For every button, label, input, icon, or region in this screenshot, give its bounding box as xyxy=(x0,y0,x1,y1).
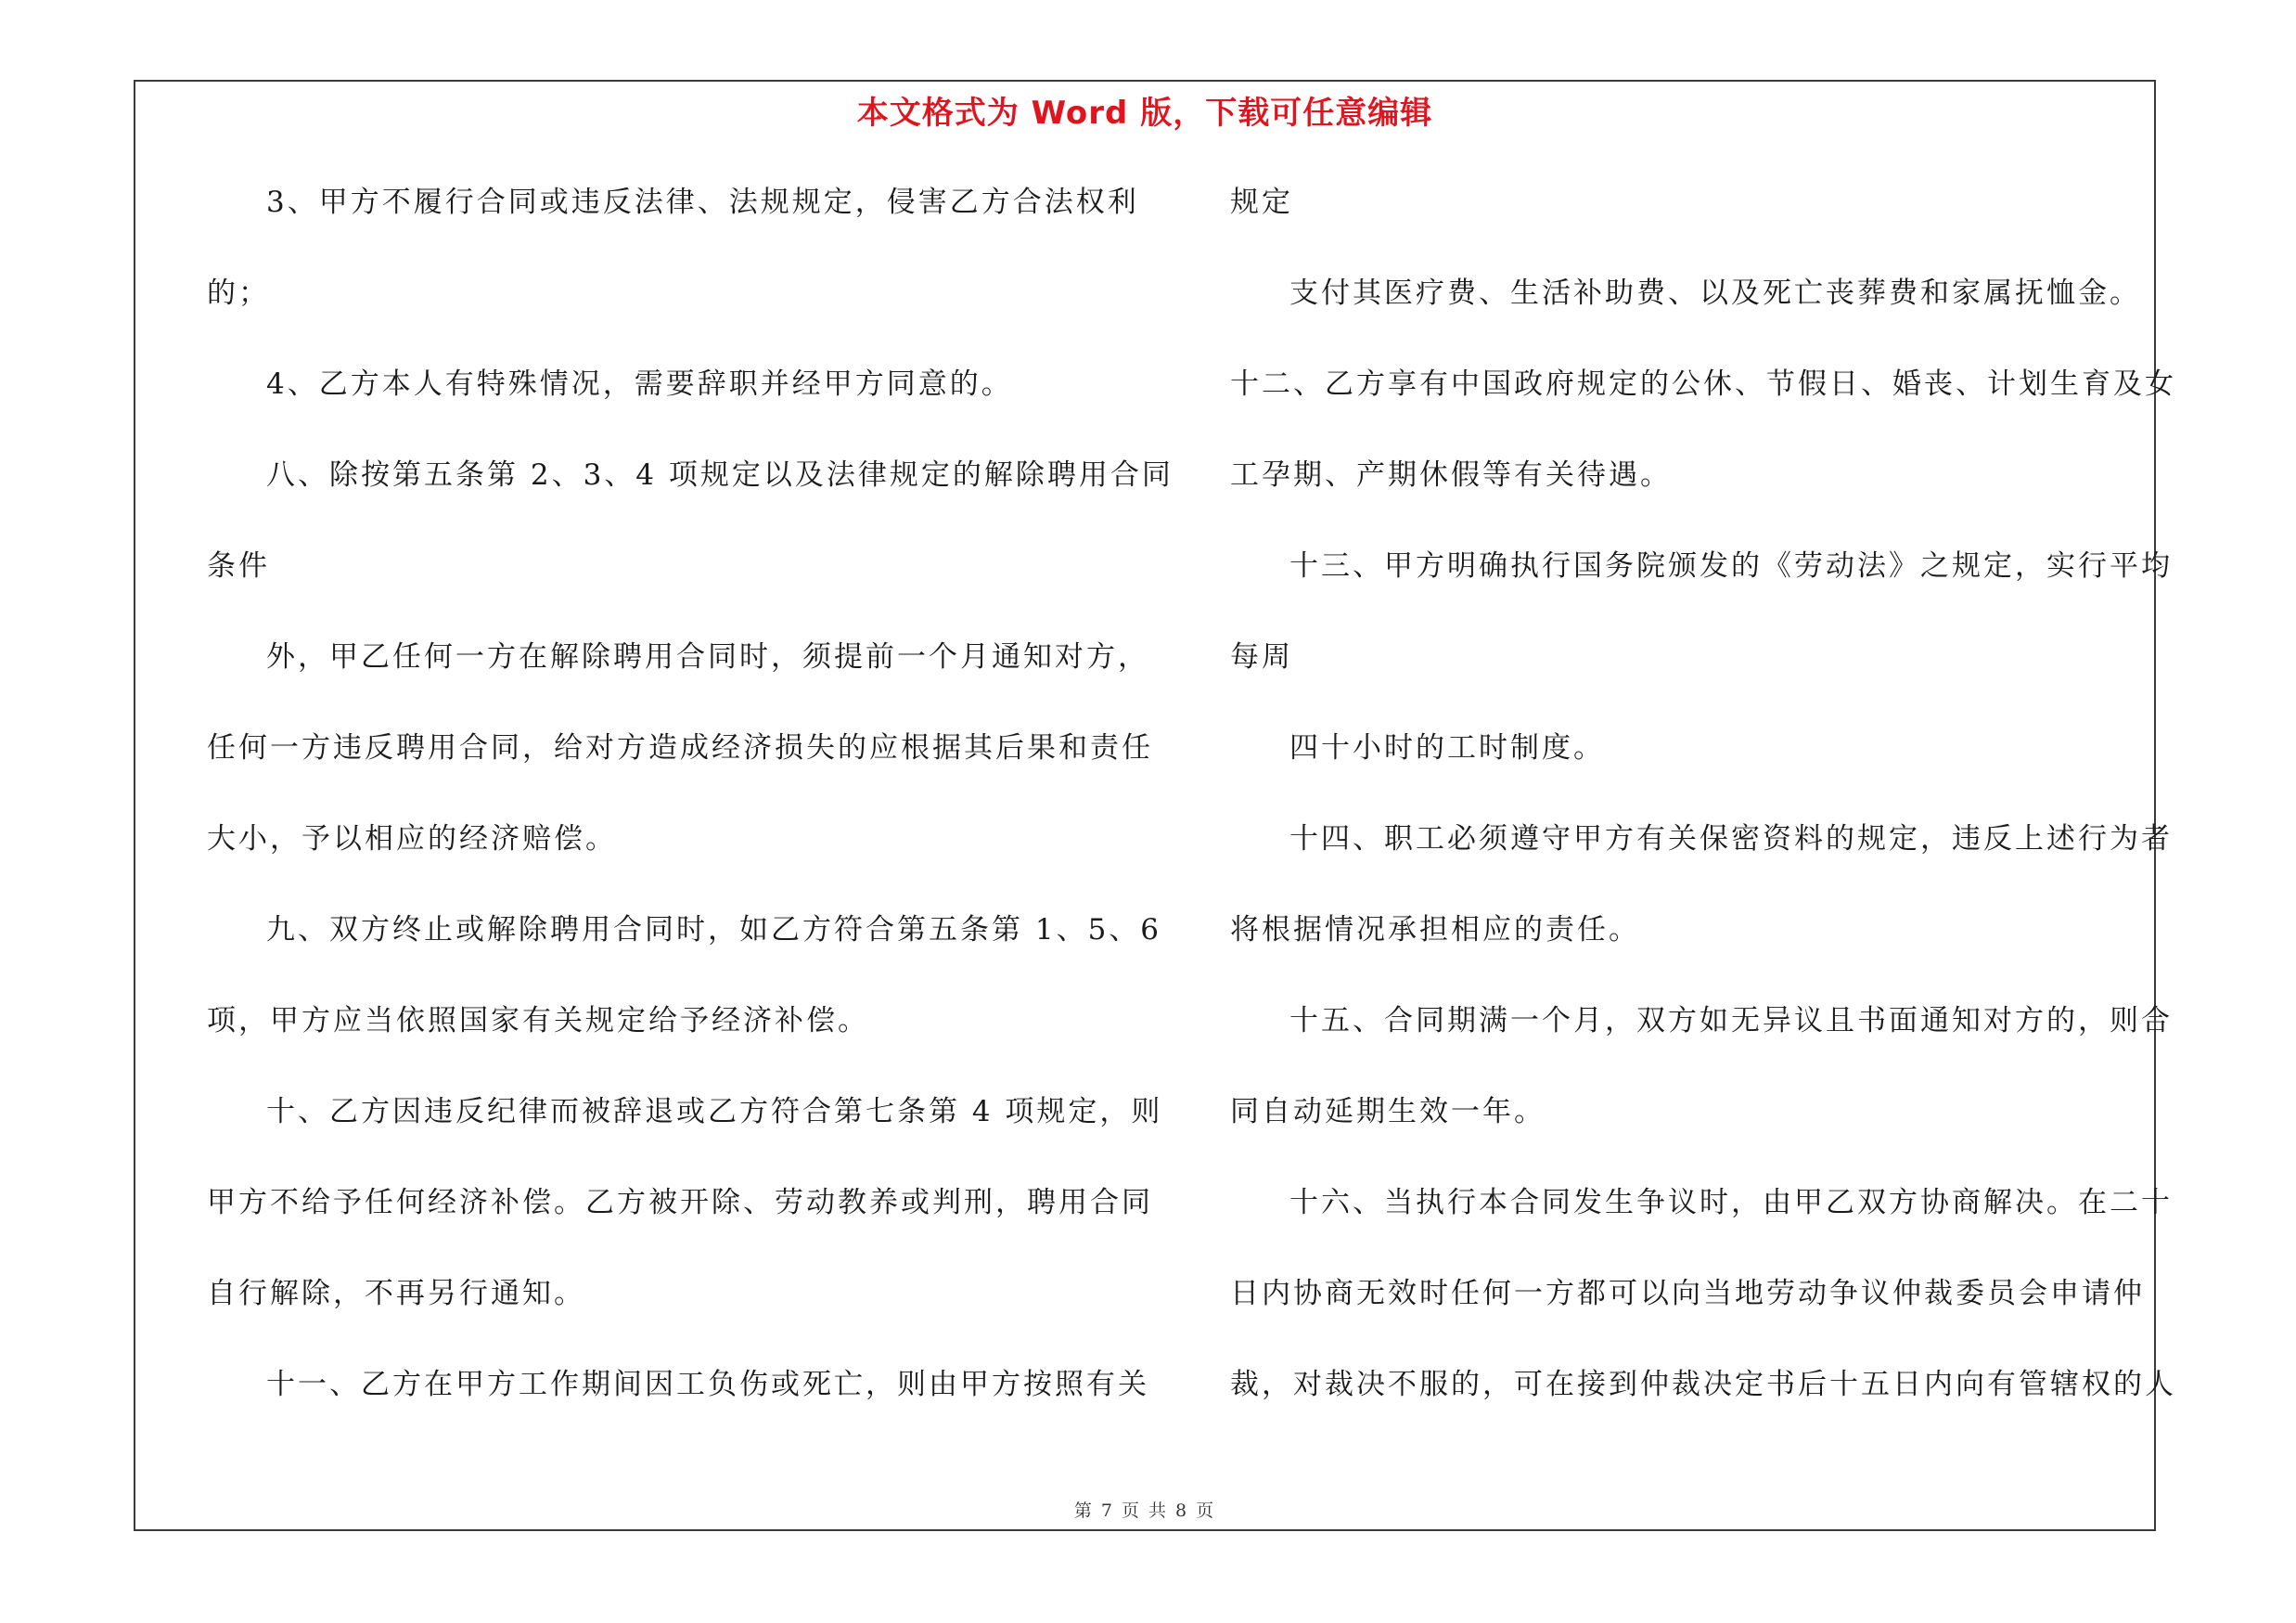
text-line: 裁，对裁决不服的，可在接到仲裁决定书后十五日内向有管辖权的人 xyxy=(1230,1368,2176,1401)
text-line: 支付其医疗费、生活补助费、以及死亡丧葬费和家属抚恤金。 xyxy=(1289,277,2141,310)
text-line: 自行解除，不再另行通知。 xyxy=(207,1277,585,1310)
text-line: 四十小时的工时制度。 xyxy=(1289,731,1605,765)
text-line: 每周 xyxy=(1230,640,1293,674)
text-line: 日内协商无效时任何一方都可以向当地劳动争议仲裁委员会申请仲 xyxy=(1230,1277,2145,1310)
text-line: 将根据情况承担相应的责任。 xyxy=(1230,913,1640,947)
text-line: 十六、当执行本合同发生争议时，由甲乙双方协商解决。在二十 xyxy=(1289,1186,2173,1219)
text-line: 十、乙方因违反纪律而被辞退或乙方符合第七条第 4 项规定，则 xyxy=(266,1095,1163,1128)
text-line: 4、乙方本人有特殊情况，需要辞职并经甲方同意的。 xyxy=(266,367,1013,401)
text-line: 工孕期、产期休假等有关待遇。 xyxy=(1230,458,1672,492)
text-line: 外，甲乙任何一方在解除聘用合同时，须提前一个月通知对方， xyxy=(266,640,1149,674)
text-line: 甲方不给予任何经济补偿。乙方被开除、劳动教养或判刑，聘用合同 xyxy=(207,1186,1153,1219)
text-line: 条件 xyxy=(207,549,270,583)
page-number: 第 7 页 共 8 页 xyxy=(1073,1501,1216,1521)
text-line: 十四、职工必须遵守甲方有关保密资料的规定，违反上述行为者 xyxy=(1289,822,2173,856)
text-line: 规定 xyxy=(1230,186,1293,219)
text-line: 大小，予以相应的经济赔偿。 xyxy=(207,822,617,856)
text-line: 八、除按第五条第 2、3、4 项规定以及法律规定的解除聘用合同 xyxy=(266,458,1174,492)
text-line: 十二、乙方享有中国政府规定的公休、节假日、婚丧、计划生育及女 xyxy=(1230,367,2176,401)
text-line: 项，甲方应当依照国家有关规定给予经济补偿。 xyxy=(207,1004,869,1037)
text-line: 3、甲方不履行合同或违反法律、法规规定，侵害乙方合法权利 xyxy=(266,186,1139,219)
text-line: 同自动延期生效一年。 xyxy=(1230,1095,1546,1128)
format-banner: 本文格式为 Word 版，下载可任意编辑 xyxy=(856,95,1433,132)
text-line: 十三、甲方明确执行国务院颁发的《劳动法》之规定，实行平均 xyxy=(1289,549,2173,583)
text-line: 十一、乙方在甲方工作期间因工负伤或死亡，则由甲方按照有关 xyxy=(266,1368,1149,1401)
text-line: 九、双方终止或解除聘用合同时，如乙方符合第五条第 1、5、6 xyxy=(266,913,1162,947)
text-line: 的； xyxy=(207,277,270,310)
text-line: 任何一方违反聘用合同，给对方造成经济损失的应根据其后果和责任 xyxy=(207,731,1153,765)
text-line: 十五、合同期满一个月，双方如无异议且书面通知对方的，则合 xyxy=(1289,1004,2173,1037)
document-page xyxy=(134,80,2176,1531)
